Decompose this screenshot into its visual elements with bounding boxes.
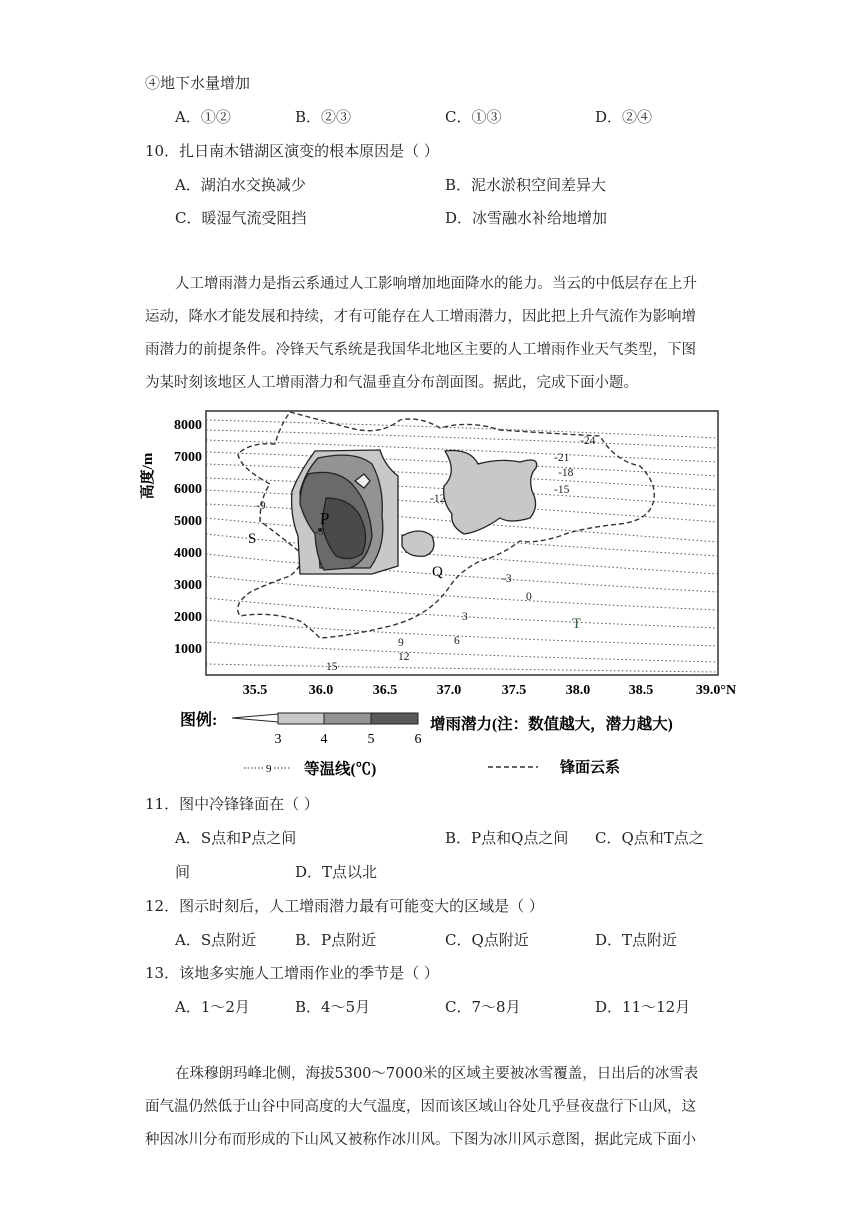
legend-value: 4: [320, 732, 328, 747]
q10-option-c[interactable]: C．暖湿气流受阻挡: [175, 209, 307, 227]
legend-value: 5: [367, 732, 375, 747]
y-tick: 6000: [174, 482, 202, 497]
isotherm-label: -24: [580, 435, 596, 447]
isotherm-label: -15: [554, 484, 570, 496]
passage-line: 面气温仍然低于山谷中同高度的大气温度，因而该区域山谷处几乎昼夜盘行下山风，这: [145, 1099, 696, 1115]
question-10-stem: 10．扎日南木错湖区演变的根本原因是（ ）: [145, 142, 439, 160]
q13-option-a[interactable]: A．1～2月: [175, 998, 250, 1016]
q13-option-c[interactable]: C．7～8月: [445, 998, 521, 1016]
list-item-4: ④地下水量增加: [145, 74, 251, 92]
q9-option-d[interactable]: D．②④: [595, 108, 653, 126]
question-12-stem: 12．图示时刻后，人工增雨潜力最有可能变大的区域是（ ）: [145, 897, 544, 915]
q9-option-a[interactable]: A．①②: [175, 108, 231, 126]
isotherm-label: 3: [462, 611, 468, 623]
legend-note: 增雨潜力(注：数值越大，潜力越大): [430, 716, 673, 733]
passage-line: 在珠穆朗玛峰北侧，海拔5300～7000米的区域主要被冰雪覆盖，日出后的冰雪表: [175, 1066, 699, 1082]
isotherm-label: 6: [454, 635, 460, 647]
cross-section-figure: [140, 406, 740, 782]
passage-line: 种因冰川分布而形成的下山风又被称作冰川风。下图为冰川风示意图，据此完成下面小: [145, 1132, 696, 1148]
y-tick: 2000: [174, 610, 202, 625]
legend-title: 图例:: [180, 712, 218, 729]
q12-option-a[interactable]: A．S点附近: [175, 931, 257, 949]
legend-front-label: 锋面云系: [560, 760, 621, 776]
question-13-stem: 13．该地多实施人工增雨作业的季节是（ ）: [145, 964, 439, 982]
x-tick: 38.0: [565, 683, 591, 698]
q11-option-a[interactable]: A．S点和P点之间: [175, 829, 297, 847]
question-11-stem: 11．图中冷锋锋面在（ ）: [145, 795, 319, 813]
q10-option-d[interactable]: D．冰雪融水补给地增加: [445, 209, 608, 227]
passage-rain-enhancement: [145, 268, 715, 400]
passage-line: 为某时刻该地区人工增雨潜力和气温垂直分布剖面图。据此，完成下面小题。: [145, 375, 638, 391]
passage-line: 运动，降水才能发展和持续，才有可能存在人工增雨潜力，因此把上升气流作为影响增: [145, 309, 696, 325]
point-p-label: P: [320, 509, 330, 528]
isotherm-label: -3: [315, 527, 324, 538]
y-tick: 4000: [174, 546, 202, 561]
q9-option-b[interactable]: B．②③: [295, 108, 352, 126]
q11-option-c[interactable]: C．Q点和T点之: [595, 829, 704, 847]
passage-line: 雨潜力的前提条件。冷锋天气系统是我国华北地区主要的人工增雨作业天气类型，下图: [145, 342, 696, 358]
q13-option-b[interactable]: B．4～5月: [295, 998, 371, 1016]
isotherm-label: 9: [398, 637, 404, 649]
point-s-label: S: [248, 531, 257, 547]
passage-glacier-wind: [145, 1058, 715, 1157]
isotherm-legend-sample: 9: [266, 763, 272, 775]
x-tick: 36.0: [308, 683, 334, 698]
x-tick: 35.5: [242, 683, 268, 698]
q12-option-d[interactable]: D．T点附近: [595, 931, 678, 949]
legend-value: 3: [274, 732, 282, 747]
legend-value: 6: [414, 732, 422, 747]
point-t-label: T: [572, 616, 582, 632]
rain-potential-legend: [232, 713, 418, 724]
q12-option-b[interactable]: B．P点附近: [295, 931, 377, 949]
q11-option-c-continued: 间: [175, 863, 191, 881]
y-axis-label: 高度/m: [140, 452, 156, 500]
y-tick: 7000: [174, 450, 202, 465]
q10-option-a[interactable]: A．湖泊水交换减少: [175, 176, 306, 194]
isotherm-label: -12: [430, 493, 446, 505]
isotherm-label: -21: [554, 452, 570, 464]
x-tick: 37.5: [501, 683, 527, 698]
y-tick: 8000: [174, 418, 202, 433]
x-tick: 36.5: [372, 683, 398, 698]
isotherm-label: 0: [526, 591, 532, 603]
q10-option-b[interactable]: B．泥水淤积空间差异大: [445, 176, 607, 194]
q9-option-c[interactable]: C．①③: [445, 108, 502, 126]
legend-isotherm-label: 等温线(℃): [304, 761, 377, 778]
x-tick: 39.0°N: [695, 683, 737, 698]
x-tick: 38.5: [628, 683, 654, 698]
isotherm-label: -9: [256, 500, 266, 512]
y-tick: 1000: [174, 642, 202, 657]
isotherm-label: 12: [398, 651, 410, 663]
passage-line: 人工增雨潜力是指云系通过人工影响增加地面降水的能力。当云的中低层存在上升: [175, 276, 697, 292]
x-tick: 37.0: [436, 683, 462, 698]
q12-option-c[interactable]: C．Q点附近: [445, 931, 529, 949]
y-tick: 5000: [174, 514, 202, 529]
q11-option-d[interactable]: D．T点以北: [295, 863, 378, 881]
q13-option-d[interactable]: D．11～12月: [595, 998, 691, 1016]
isotherm-label: -18: [558, 467, 574, 479]
isotherm-label: -3: [502, 573, 512, 585]
point-q-label: Q: [432, 564, 443, 580]
q11-option-b[interactable]: B．P点和Q点之间: [445, 829, 569, 847]
plot-frame: [206, 411, 718, 675]
isotherm-label: 15: [326, 661, 338, 673]
y-tick: 3000: [174, 578, 202, 593]
